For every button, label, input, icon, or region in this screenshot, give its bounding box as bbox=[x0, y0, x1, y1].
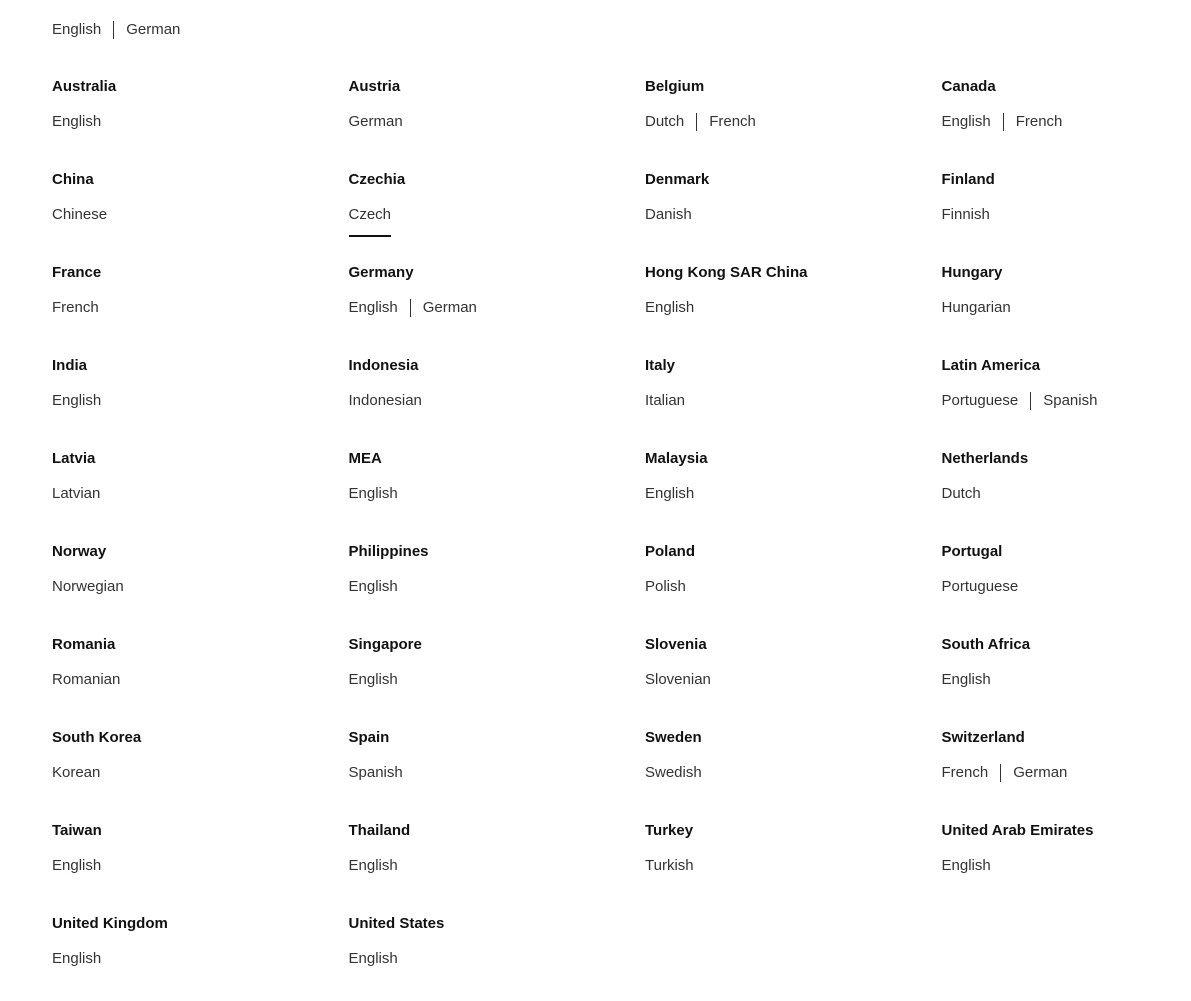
language-link-spanish[interactable]: Spanish bbox=[1043, 392, 1098, 409]
country-name: Belgium bbox=[645, 78, 705, 95]
country-name: United Arab Emirates bbox=[941, 822, 1094, 839]
country-name: France bbox=[52, 264, 102, 281]
country-name: China bbox=[52, 171, 94, 188]
country-name: Turkey bbox=[645, 822, 694, 839]
language-link-korean[interactable]: Korean bbox=[52, 764, 101, 781]
country-name: Latin America bbox=[941, 357, 1041, 374]
language-link-english[interactable]: English bbox=[348, 857, 398, 874]
language-link-german[interactable]: German bbox=[1013, 764, 1068, 781]
language-link-chinese[interactable]: Chinese bbox=[52, 206, 108, 223]
region-netherlands bbox=[942, 449, 1142, 542]
language-list bbox=[942, 205, 1142, 225]
region-switzerland bbox=[942, 728, 1142, 821]
language-list bbox=[349, 298, 646, 318]
language-link-german[interactable]: German bbox=[348, 113, 403, 130]
region-taiwan bbox=[52, 821, 349, 914]
language-separator bbox=[1030, 392, 1031, 410]
language-list bbox=[349, 484, 646, 504]
language-list bbox=[52, 298, 349, 318]
language-list bbox=[645, 856, 942, 876]
language-list bbox=[52, 670, 349, 690]
language-link-english[interactable]: English bbox=[941, 857, 991, 874]
country-name: Finland bbox=[941, 171, 995, 188]
country-name: Spain bbox=[348, 729, 390, 746]
language-link-spanish[interactable]: Spanish bbox=[348, 764, 403, 781]
language-list bbox=[349, 763, 646, 783]
region-latin-america bbox=[942, 356, 1142, 449]
region-slovenia bbox=[645, 635, 942, 728]
region-philippines bbox=[349, 542, 646, 635]
language-link-danish[interactable]: Danish bbox=[645, 206, 692, 223]
country-name: Sweden bbox=[645, 729, 702, 746]
country-name: Italy bbox=[645, 357, 676, 374]
language-list bbox=[645, 763, 942, 783]
language-list bbox=[52, 391, 349, 411]
country-name: South Africa bbox=[941, 636, 1031, 653]
region-denmark bbox=[645, 170, 942, 263]
language-list bbox=[52, 577, 349, 597]
language-link-english[interactable]: English bbox=[941, 671, 991, 688]
region-hungary bbox=[942, 263, 1142, 356]
language-list bbox=[942, 484, 1142, 504]
language-list bbox=[942, 112, 1142, 132]
country-name: Taiwan bbox=[52, 822, 102, 839]
language-link-french[interactable]: French bbox=[52, 299, 99, 316]
language-list bbox=[942, 391, 1142, 411]
language-link-norwegian[interactable]: Norwegian bbox=[52, 578, 124, 595]
country-name: United States bbox=[348, 915, 445, 932]
language-link-italian[interactable]: Italian bbox=[645, 392, 686, 409]
language-link-swedish[interactable]: Swedish bbox=[645, 764, 702, 781]
region-turkey bbox=[645, 821, 942, 914]
region-canada bbox=[942, 77, 1142, 170]
language-list bbox=[645, 577, 942, 597]
region-finland bbox=[942, 170, 1142, 263]
language-separator bbox=[1000, 764, 1001, 782]
country-name: Latvia bbox=[52, 450, 96, 467]
language-link-english[interactable]: English bbox=[52, 392, 102, 409]
language-link-english[interactable]: English bbox=[348, 485, 398, 502]
language-link-czech[interactable]: Czech bbox=[348, 206, 392, 223]
region-malaysia bbox=[645, 449, 942, 542]
language-list bbox=[52, 949, 349, 969]
region-south-africa bbox=[942, 635, 1142, 728]
language-list bbox=[349, 112, 646, 132]
language-list bbox=[349, 577, 646, 597]
language-link-english[interactable]: English bbox=[348, 950, 398, 967]
region-china bbox=[52, 170, 349, 263]
language-list bbox=[645, 298, 942, 318]
language-link-english[interactable]: English bbox=[52, 21, 102, 38]
country-name: Slovenia bbox=[645, 636, 707, 653]
country-name: Netherlands bbox=[941, 450, 1029, 467]
language-link-german[interactable]: German bbox=[422, 299, 477, 316]
country-name: Austria bbox=[348, 78, 401, 95]
region-india bbox=[52, 356, 349, 449]
language-link-french[interactable]: French bbox=[1015, 113, 1063, 130]
global-language-row bbox=[52, 20, 180, 40]
country-name: Portugal bbox=[941, 543, 1003, 560]
language-link-dutch[interactable]: Dutch bbox=[645, 113, 685, 130]
language-link-english[interactable]: English bbox=[645, 485, 695, 502]
region-hong-kong-sar-china bbox=[645, 263, 942, 356]
language-link-romanian[interactable]: Romanian bbox=[52, 671, 121, 688]
country-name: South Korea bbox=[52, 729, 142, 746]
language-link-slovenian[interactable]: Slovenian bbox=[645, 671, 711, 688]
region-south-korea bbox=[52, 728, 349, 821]
language-list bbox=[942, 670, 1142, 690]
region-austria bbox=[349, 77, 646, 170]
language-link-turkish[interactable]: Turkish bbox=[645, 857, 694, 874]
language-link-french[interactable]: French bbox=[709, 113, 756, 130]
country-name: Romania bbox=[52, 636, 116, 653]
region-singapore bbox=[349, 635, 646, 728]
language-link-english[interactable]: English bbox=[645, 299, 695, 316]
country-name: Switzerland bbox=[941, 729, 1025, 746]
language-list bbox=[52, 205, 349, 225]
language-list bbox=[349, 205, 646, 225]
region-mea bbox=[349, 449, 646, 542]
country-name: Malaysia bbox=[645, 450, 708, 467]
region-united-kingdom bbox=[52, 914, 349, 1001]
country-name: United Kingdom bbox=[52, 915, 168, 932]
region-belgium bbox=[645, 77, 942, 170]
region-latvia bbox=[52, 449, 349, 542]
region-australia bbox=[52, 77, 349, 170]
language-list bbox=[942, 298, 1142, 318]
region-germany bbox=[349, 263, 646, 356]
country-name: Indonesia bbox=[348, 357, 419, 374]
language-list bbox=[349, 670, 646, 690]
language-link-english[interactable]: English bbox=[348, 578, 398, 595]
language-link-dutch[interactable]: Dutch bbox=[941, 485, 981, 502]
country-name: India bbox=[52, 357, 88, 374]
language-link-portuguese[interactable]: Portuguese bbox=[941, 392, 1019, 409]
language-link-english[interactable]: English bbox=[52, 857, 102, 874]
language-separator bbox=[696, 113, 697, 131]
language-list bbox=[942, 856, 1142, 876]
country-name: Czechia bbox=[348, 171, 406, 188]
language-list bbox=[645, 670, 942, 690]
country-name: Germany bbox=[348, 264, 414, 281]
language-link-portuguese[interactable]: Portuguese bbox=[941, 578, 1019, 595]
language-link-english[interactable]: English bbox=[52, 950, 102, 967]
language-separator bbox=[113, 21, 114, 39]
country-name: Hong Kong SAR China bbox=[645, 264, 808, 281]
country-name: Denmark bbox=[645, 171, 710, 188]
region-united-arab-emirates bbox=[942, 821, 1142, 914]
language-list bbox=[349, 856, 646, 876]
language-link-english[interactable]: English bbox=[52, 113, 102, 130]
language-list bbox=[645, 112, 942, 132]
region-romania bbox=[52, 635, 349, 728]
country-name: Norway bbox=[52, 543, 107, 560]
language-list bbox=[942, 763, 1142, 783]
language-list bbox=[645, 205, 942, 225]
country-name: Philippines bbox=[348, 543, 429, 560]
country-name: Poland bbox=[645, 543, 696, 560]
region-united-states bbox=[349, 914, 646, 1001]
language-list bbox=[942, 577, 1142, 597]
region-indonesia bbox=[349, 356, 646, 449]
language-list bbox=[52, 856, 349, 876]
language-separator bbox=[410, 299, 411, 317]
region-norway bbox=[52, 542, 349, 635]
language-list bbox=[52, 484, 349, 504]
region-sweden bbox=[645, 728, 942, 821]
country-name: MEA bbox=[348, 450, 382, 467]
language-link-polish[interactable]: Polish bbox=[645, 578, 686, 595]
language-link-finnish[interactable]: Finnish bbox=[941, 206, 990, 223]
region-thailand bbox=[349, 821, 646, 914]
language-separator bbox=[1003, 113, 1004, 131]
language-link-french[interactable]: French bbox=[941, 764, 989, 781]
language-list bbox=[52, 112, 349, 132]
language-link-english[interactable]: English bbox=[348, 671, 398, 688]
language-link-hungarian[interactable]: Hungarian bbox=[941, 299, 1011, 316]
country-name: Australia bbox=[52, 78, 117, 95]
language-list bbox=[52, 763, 349, 783]
country-name: Hungary bbox=[941, 264, 1003, 281]
language-link-indonesian[interactable]: Indonesian bbox=[348, 392, 422, 409]
language-link-german[interactable]: German bbox=[126, 21, 181, 38]
country-name: Singapore bbox=[348, 636, 422, 653]
region-portugal bbox=[942, 542, 1142, 635]
language-list bbox=[349, 949, 646, 969]
language-link-latvian[interactable]: Latvian bbox=[52, 485, 101, 502]
region-poland bbox=[645, 542, 942, 635]
language-list bbox=[645, 484, 942, 504]
region-grid bbox=[52, 77, 1142, 1001]
language-list bbox=[349, 391, 646, 411]
country-name: Canada bbox=[941, 78, 996, 95]
language-list bbox=[645, 391, 942, 411]
region-czechia bbox=[349, 170, 646, 263]
language-link-english[interactable]: English bbox=[348, 299, 398, 316]
country-name: Thailand bbox=[348, 822, 411, 839]
region-italy bbox=[645, 356, 942, 449]
region-france bbox=[52, 263, 349, 356]
language-link-english[interactable]: English bbox=[941, 113, 991, 130]
region-spain bbox=[349, 728, 646, 821]
